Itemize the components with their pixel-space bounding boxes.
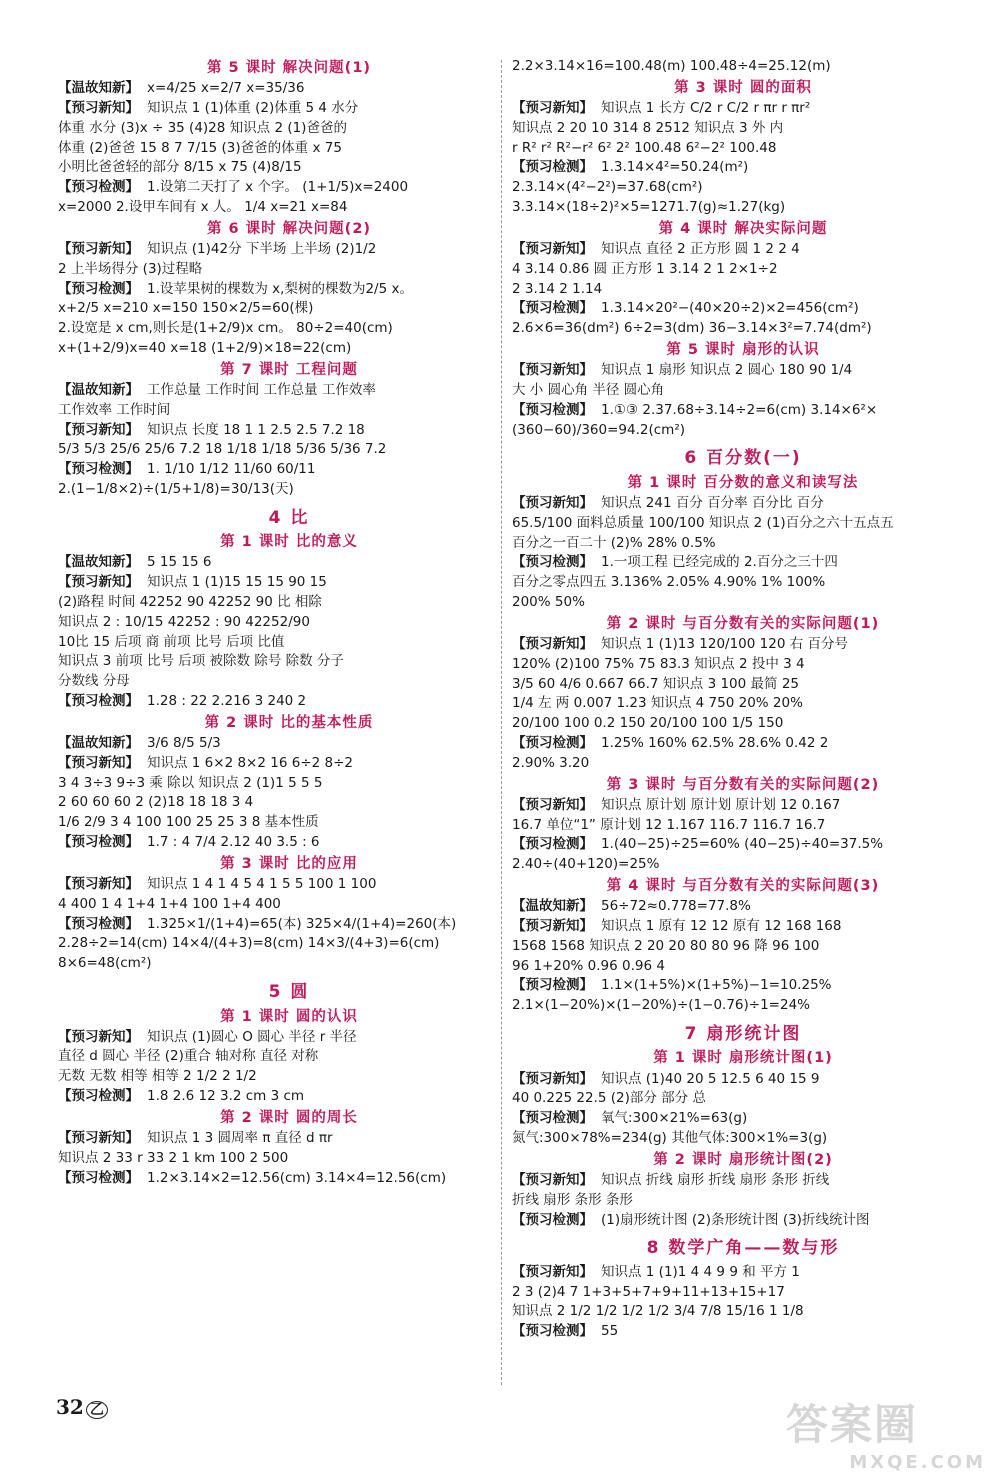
answer-text: 3/6 8/5 5/3 <box>147 735 221 751</box>
lesson-title: 第 6 课时 解决问题(2) <box>206 220 372 237</box>
answer-line <box>512 120 974 138</box>
edition-mark: 乙 <box>86 1401 108 1419</box>
watermark-url: MXQE.COM <box>849 1452 986 1473</box>
answer-text: 1.设第二天打了 x 个字。 (1+1/5)x=2400 <box>147 179 409 196</box>
answer-line <box>512 281 974 299</box>
section-tag: 【预习新知】 <box>58 240 139 257</box>
answer-line <box>58 896 520 914</box>
section-tag: 【预习检测】 <box>512 401 593 418</box>
answer-line <box>512 1264 974 1282</box>
column-divider <box>501 60 502 1385</box>
answer-text: 4 3.14 0.86 圆 正方形 1 3.14 2 1 2×1÷2 <box>512 260 778 277</box>
chapter-title: 7 扇形统计图 <box>684 1024 802 1044</box>
section-tag: 【预习检测】 <box>58 693 139 710</box>
answer-line <box>58 281 520 299</box>
answer-line <box>58 693 520 711</box>
answer-text: 2 60 60 60 2 (2)18 18 18 3 4 <box>58 794 254 811</box>
answer-text: 1.28 : 22 2.216 3 240 2 <box>147 693 307 710</box>
answer-line <box>512 856 974 874</box>
answer-line <box>512 1192 974 1210</box>
answer-text: 知识点 长度 18 1 1 2.5 2.5 7.2 18 <box>147 421 365 438</box>
answer-text: 知识点 1 6×2 8×2 16 6÷2 8÷2 <box>147 754 353 771</box>
answer-text: 2.6×6=36(dm²) 6÷2=3(dm) 36−3.14×3²=7.74(dm²) <box>512 320 872 337</box>
answer-text: 5 15 15 6 <box>147 554 212 571</box>
answer-line <box>58 320 520 338</box>
answer-line <box>58 100 520 118</box>
answer-line <box>512 58 974 76</box>
answer-line <box>512 362 974 380</box>
answer-text: 知识点 1 扇形 知识点 2 圆心 180 90 1/4 <box>601 362 853 379</box>
section-tag: 【预习新知】 <box>58 421 139 438</box>
answer-line <box>58 199 520 217</box>
answer-line <box>512 594 974 612</box>
answer-line <box>58 340 520 358</box>
answer-text: 2.90% 3.20 <box>512 754 590 771</box>
section-tag: 【预习新知】 <box>58 99 139 116</box>
answer-text: 知识点 1 原有 12 12 原有 12 168 168 <box>601 917 842 934</box>
answer-text: 知识点 直径 2 正方形 圆 1 2 2 4 <box>601 240 800 257</box>
answer-text: 1.3.14×4²=50.24(m²) <box>601 159 749 176</box>
lesson-title: 第 3 课时 与百分数有关的实际问题(2) <box>606 776 880 793</box>
answer-line <box>512 1284 974 1302</box>
lesson-title: 第 4 课时 与百分数有关的实际问题(3) <box>606 878 880 894</box>
answer-text: 知识点 2 33 r 33 2 1 km 100 2 500 <box>58 1149 289 1166</box>
answer-text: 96 1+20% 0.96 0.96 4 <box>512 957 665 974</box>
answer-line <box>512 676 974 694</box>
answer-text: 2 上半场得分 (3)过程略 <box>58 260 203 277</box>
answer-line <box>512 100 974 118</box>
section-tag: 【预习检测】 <box>512 1211 593 1228</box>
section-tag: 【预习检测】 <box>512 1110 593 1127</box>
answer-text: 55 <box>601 1323 619 1340</box>
section-tag: 【预习新知】 <box>512 240 593 257</box>
section-tag: 【预习新知】 <box>512 635 593 652</box>
section-tag: 【温故知新】 <box>58 735 139 751</box>
answer-line <box>512 997 974 1015</box>
answer-text: 1.2×3.14×2=12.56(cm) 3.14×4=12.56(cm) <box>147 1169 447 1186</box>
section-tag: 【预习检测】 <box>512 735 593 751</box>
answer-text: 200% 50% <box>512 594 585 610</box>
answer-text: 1.3.14×20²−(40×20÷2)×2=456(cm²) <box>601 300 859 317</box>
answer-line <box>512 755 974 773</box>
answer-text: 2.设宽是 x cm,则长是(1+2/9)x cm。 80÷2=40(cm) <box>58 320 393 337</box>
answer-line <box>512 656 974 674</box>
answer-text: 40 0.225 22.5 (2)部分 部分 总 <box>512 1090 706 1107</box>
answer-text: 4 400 1 4 1+4 1+4 100 1+4 400 <box>58 895 281 912</box>
section-tag: 【预习检测】 <box>512 977 593 994</box>
section-tag: 【预习新知】 <box>58 1028 139 1045</box>
answer-text: 1/6 2/9 3 4 100 100 25 25 3 8 基本性质 <box>58 814 319 831</box>
answer-text: 知识点 3 前项 比号 后项 被除数 除号 除数 分子 <box>58 653 344 670</box>
answer-line <box>512 241 974 259</box>
answer-text: 2 3.14 2 1.14 <box>512 280 603 297</box>
answer-text: 5/3 5/3 25/6 25/6 7.2 18 1/18 1/18 5/36 5/36 7.2 <box>58 441 387 458</box>
answer-line <box>58 775 520 793</box>
answer-line <box>58 755 520 773</box>
answer-line <box>512 817 974 835</box>
answer-line <box>512 1172 974 1190</box>
lesson-title: 第 2 课时 扇形统计图(2) <box>653 1151 833 1168</box>
chapter-title: 5 圆 <box>268 982 310 1003</box>
answer-line <box>512 797 974 815</box>
answer-line <box>512 422 974 440</box>
answer-text: 知识点 241 百分 百分率 百分比 百分 <box>601 494 824 511</box>
answer-text: 知识点 1 长方 C/2 r C/2 r πr r πr² <box>601 99 811 116</box>
answer-text: 20/100 100 0.2 150 20/100 100 1/5 150 <box>512 715 784 732</box>
answer-line <box>58 140 520 158</box>
answer-line <box>58 814 520 832</box>
answer-line <box>512 402 974 420</box>
answer-text: 2.28÷2=14(cm) 14×4/(4+3)=8(cm) 14×3/(4+3)=6(cm) <box>58 935 440 952</box>
answer-line <box>58 794 520 812</box>
answer-line <box>58 935 520 953</box>
answer-line <box>58 594 520 612</box>
answer-text: 56÷72≈0.778=77.8% <box>601 898 751 915</box>
answer-text: 2.1×(1−20%)×(1−20%)÷(1−0.76)÷1=24% <box>512 997 810 1014</box>
answer-line <box>512 495 974 513</box>
answer-text: 知识点 1 (1)1 4 4 9 9 和 平方 1 <box>601 1263 800 1280</box>
answer-text: 大 小 圆心角 半径 圆心角 <box>512 381 665 398</box>
answer-text: 知识点 1 3 圆周率 π 直径 d πr <box>147 1130 333 1146</box>
answer-text: x+2/5 x=210 x=150 150×2/5=60(棵) <box>58 300 314 317</box>
section-tag: 【温故知新】 <box>58 554 139 571</box>
answer-text: 体重 (2)爸爸 15 8 7 7/15 (3)爸爸的体重 x 75 <box>58 139 342 156</box>
answer-line <box>512 1130 974 1148</box>
answer-line <box>58 422 520 440</box>
section-tag: 【预习检测】 <box>58 834 139 851</box>
answer-text: 3.3.14×(18÷2)²×5=1271.7(g)≈1.27(kg) <box>512 199 786 215</box>
chapter-title: 8 数学广角——数与形 <box>646 1238 840 1259</box>
answer-text: x+(1+2/9)x=40 x=18 (1+2/9)×18=22(cm) <box>58 340 352 356</box>
section-tag: 【预习检测】 <box>512 1323 593 1340</box>
answer-text: 知识点 (1)42分 下半场 上半场 (2)1/2 <box>147 240 377 257</box>
lesson-title: 第 2 课时 圆的周长 <box>220 1109 358 1126</box>
answer-text: 2.2×3.14×16=100.48(m) 100.48÷4=25.12(m) <box>512 58 831 74</box>
answer-line <box>512 1303 974 1321</box>
answer-line <box>512 898 974 916</box>
answer-text: 无数 无数 相等 相等 2 1/2 2 1/2 <box>58 1068 257 1085</box>
answer-text: 百分之零点四五 3.136% 2.05% 4.90% 1% 100% <box>512 574 826 591</box>
section-tag: 【预习检测】 <box>58 461 139 478</box>
lesson-title: 第 4 课时 解决实际问题 <box>658 220 828 237</box>
answer-line <box>58 179 520 197</box>
answer-line <box>512 1212 974 1230</box>
answer-text: 知识点 2 20 10 314 8 2512 知识点 3 外 内 <box>512 119 784 136</box>
answer-line <box>58 1170 520 1188</box>
answer-line <box>512 1323 974 1341</box>
section-tag: 【预习新知】 <box>512 99 593 116</box>
section-tag: 【预习检测】 <box>58 915 139 932</box>
answer-text: 直径 d 圆心 半径 (2)重合 轴对称 直径 对称 <box>58 1048 319 1065</box>
answer-text: 知识点 1 (1)13 120/100 120 右 百分号 <box>601 635 848 652</box>
answer-text: 小明比爸爸轻的部分 8/15 x 75 (4)8/15 <box>58 159 302 176</box>
answer-line <box>512 199 974 217</box>
answer-text: 1568 1568 知识点 2 20 20 80 80 96 降 96 100 <box>512 937 820 954</box>
answer-line <box>58 300 520 318</box>
answer-line <box>58 634 520 652</box>
lesson-title: 第 5 课时 解决问题(1) <box>206 60 372 76</box>
answer-text: 1. 1/10 1/12 11/60 60/11 <box>147 461 316 478</box>
section-tag: 【预习新知】 <box>58 754 139 771</box>
answer-text: 2 3 (2)4 7 1+3+5+7+9+11+13+15+17 <box>512 1283 785 1300</box>
answer-line <box>58 1068 520 1086</box>
lesson-title: 第 1 课时 比的意义 <box>220 534 358 551</box>
answer-line <box>512 695 974 713</box>
section-tag: 【预习检测】 <box>512 159 593 176</box>
lesson-title: 第 7 课时 工程问题 <box>220 361 358 378</box>
answer-line <box>512 554 974 572</box>
answer-text: 1.1×(1+5%)×(1+5%)−1=10.25% <box>601 977 832 994</box>
answer-line <box>58 1150 520 1168</box>
answer-line <box>58 461 520 479</box>
answer-line <box>512 918 974 936</box>
answer-text: 3/5 60 4/6 0.667 66.7 知识点 3 100 最简 25 <box>512 675 799 692</box>
section-tag: 【预习检测】 <box>512 554 593 571</box>
section-tag: 【预习新知】 <box>512 1263 593 1280</box>
answer-line <box>58 673 520 691</box>
answer-text: 1/4 左 两 0.007 1.23 知识点 4 750 20% 20% <box>512 695 803 712</box>
answer-line <box>58 735 520 753</box>
answer-line <box>512 1110 974 1128</box>
section-tag: 【预习新知】 <box>512 796 593 813</box>
section-tag: 【预习新知】 <box>512 1171 593 1188</box>
answer-line <box>512 159 974 177</box>
lesson-title: 第 1 课时 扇形统计图(1) <box>653 1050 833 1067</box>
answer-line <box>58 1088 520 1106</box>
answer-line <box>58 1029 520 1047</box>
answer-text: 1.25% 160% 62.5% 28.6% 0.42 2 <box>601 735 829 751</box>
answer-text: 10比 15 后项 商 前项 比号 后项 比值 <box>58 633 285 650</box>
section-tag: 【预习检测】 <box>58 1088 139 1105</box>
answer-line <box>512 836 974 854</box>
left-column <box>58 56 520 1189</box>
section-tag: 【预习检测】 <box>512 300 593 317</box>
answer-text: (360−60)/360=94.2(cm²) <box>512 421 685 438</box>
answer-text: 2.3.14×(4²−2²)=37.68(cm²) <box>512 179 703 196</box>
answer-text: 分数线 分母 <box>58 673 130 690</box>
answer-text: 2.(1−1/8×2)÷(1/5+1/8)=30/13(天) <box>58 481 294 497</box>
answer-line <box>512 179 974 197</box>
answer-line <box>512 140 974 158</box>
answer-text: x=2000 2.设甲车间有 x 人。 1/4 x=21 x=84 <box>58 199 348 215</box>
answer-line <box>512 300 974 318</box>
answer-line <box>58 80 520 98</box>
answer-line <box>512 735 974 753</box>
answer-line <box>58 402 520 420</box>
answer-text: (2)路程 时间 42252 90 42252 90 比 相除 <box>58 594 322 610</box>
answer-text: 1.(40−25)÷25=60% (40−25)÷40=37.5% <box>601 836 884 853</box>
answer-line <box>58 120 520 138</box>
section-tag: 【温故知新】 <box>512 898 593 915</box>
lesson-title: 第 2 课时 比的基本性质 <box>204 714 374 731</box>
answer-line <box>512 636 974 654</box>
answer-text: 氮气:300×78%=234(g) 其他气体:300×1%=3(g) <box>512 1130 828 1146</box>
answer-line <box>58 834 520 852</box>
answer-line <box>512 715 974 733</box>
section-tag: 【预习检测】 <box>58 1169 139 1186</box>
section-tag: 【预习新知】 <box>512 917 593 934</box>
answer-text: 1.①③ 2.37.68÷3.14÷2=6(cm) 3.14×6²× <box>601 401 878 418</box>
answer-line <box>58 876 520 894</box>
answer-text: 65.5/100 面料总质量 100/100 知识点 2 (1)百分之六十五点五 <box>512 514 894 531</box>
section-tag: 【温故知新】 <box>58 381 139 398</box>
answer-text: 1.7 : 4 7/4 2.12 40 3.5 : 6 <box>147 834 320 851</box>
answer-text: 体重 水分 (3)x ÷ 35 (4)28 知识点 2 (1)爸爸的 <box>58 119 347 136</box>
answer-text: 16.7 单位“1” 原计划 12 1.167 116.7 116.7 16.7 <box>512 816 826 833</box>
lesson-title: 第 1 课时 圆的认识 <box>220 1008 358 1025</box>
chapter-title: 4 比 <box>268 507 310 528</box>
answer-text: 氧气:300×21%=63(g) <box>601 1110 748 1127</box>
answer-line <box>512 938 974 956</box>
watermark-logo-text: 答案圈 <box>786 1400 919 1449</box>
answer-text: 知识点 2 1/2 1/2 1/2 1/2 3/4 7/8 15/16 1 1/8 <box>512 1303 804 1320</box>
answer-text: 知识点 折线 扇形 折线 扇形 条形 折线 <box>601 1171 830 1188</box>
answer-line <box>58 241 520 259</box>
answer-line <box>58 916 520 934</box>
answer-line <box>512 1090 974 1108</box>
answer-line <box>58 653 520 671</box>
answer-text: 120% (2)100 75% 75 83.3 知识点 2 投中 3 4 <box>512 655 805 672</box>
section-tag: 【预习新知】 <box>512 494 593 511</box>
answer-text: 8×6=48(cm²) <box>58 955 152 972</box>
answer-text: r R² r² R²−r² 6² 2² 100.48 6²−2² 100.48 <box>512 139 777 156</box>
lesson-title: 第 2 课时 与百分数有关的实际问题(1) <box>606 615 880 632</box>
section-tag: 【预习新知】 <box>58 876 139 892</box>
answer-line <box>512 1071 974 1089</box>
answer-text: 2.40÷(40+120)=25% <box>512 856 660 873</box>
lesson-title: 第 5 课时 扇形的认识 <box>666 342 820 358</box>
answer-line <box>512 958 974 976</box>
answer-text: 工作总量 工作时间 工作总量 工作效率 <box>147 381 376 398</box>
answer-text: 知识点 1 4 1 4 5 4 1 5 5 100 1 100 <box>147 876 377 892</box>
answer-line <box>58 1048 520 1066</box>
answer-line <box>58 481 520 499</box>
answer-line <box>58 574 520 592</box>
watermark <box>786 1392 986 1473</box>
answer-text: 折线 扇形 条形 条形 <box>512 1191 633 1208</box>
answer-line <box>512 515 974 533</box>
chapter-title: 6 百分数(一) <box>684 448 802 469</box>
answer-text: 知识点 (1)圆心 O 圆心 半径 r 半径 <box>147 1028 357 1045</box>
answer-text: 1.一项工程 已经完成的 2.百分之三十四 <box>601 554 838 571</box>
answer-text: 1.8 2.6 12 3.2 cm 3 cm <box>147 1088 305 1105</box>
answer-text: 知识点 2 : 10/15 42252 : 90 42252/90 <box>58 613 310 630</box>
answer-text: (1)扇形统计图 (2)条形统计图 (3)折线统计图 <box>601 1211 870 1228</box>
answer-text: 知识点 1 (1)体重 (2)体重 5 4 水分 <box>147 99 359 116</box>
answer-text: x=4/25 x=2/7 x=35/36 <box>147 80 305 97</box>
section-tag: 【预习新知】 <box>512 362 593 379</box>
section-tag: 【预习新知】 <box>512 1070 593 1087</box>
section-tag: 【预习检测】 <box>58 280 139 297</box>
answer-line <box>512 382 974 400</box>
answer-line <box>58 1130 520 1148</box>
answer-text: 知识点 1 (1)15 15 15 90 15 <box>147 574 327 591</box>
answer-text: 百分之一百二十 (2)% 28% 0.5% <box>512 534 716 551</box>
answer-line <box>512 977 974 995</box>
answer-line <box>512 574 974 592</box>
section-tag: 【预习新知】 <box>58 574 139 591</box>
answer-line <box>58 382 520 400</box>
section-tag: 【温故知新】 <box>58 80 139 97</box>
answer-line <box>58 614 520 632</box>
answer-text: 1.325×1/(1+4)=65(本) 325×4/(1+4)=260(本) <box>147 915 457 932</box>
lesson-title: 第 1 课时 百分数的意义和读写法 <box>627 474 859 491</box>
section-tag: 【预习新知】 <box>58 1130 139 1146</box>
right-column <box>512 56 974 1343</box>
section-tag: 【预习检测】 <box>512 836 593 853</box>
lesson-title: 第 3 课时 比的应用 <box>220 855 358 872</box>
lesson-title: 第 3 课时 圆的面积 <box>674 79 812 96</box>
answer-line <box>512 535 974 553</box>
answer-line <box>512 261 974 279</box>
section-tag: 【预习检测】 <box>58 179 139 196</box>
answer-line <box>58 159 520 177</box>
answer-line <box>58 955 520 973</box>
answer-text: 工作效率 工作时间 <box>58 401 171 418</box>
answer-text: 知识点 原计划 原计划 原计划 12 0.167 <box>601 796 841 813</box>
answer-line <box>58 441 520 459</box>
answer-text: 1.设苹果树的棵数为 x,梨树的棵数为2/5 x。 <box>147 280 413 297</box>
answer-text: 知识点 (1)40 20 5 12.5 6 40 15 9 <box>601 1070 820 1087</box>
answer-line <box>512 320 974 338</box>
answer-line <box>58 261 520 279</box>
page-number: 32 乙 <box>56 1395 108 1419</box>
answer-line <box>58 554 520 572</box>
answer-text: 3 4 3÷3 9÷3 乘 除以 知识点 2 (1)1 5 5 5 <box>58 774 323 791</box>
